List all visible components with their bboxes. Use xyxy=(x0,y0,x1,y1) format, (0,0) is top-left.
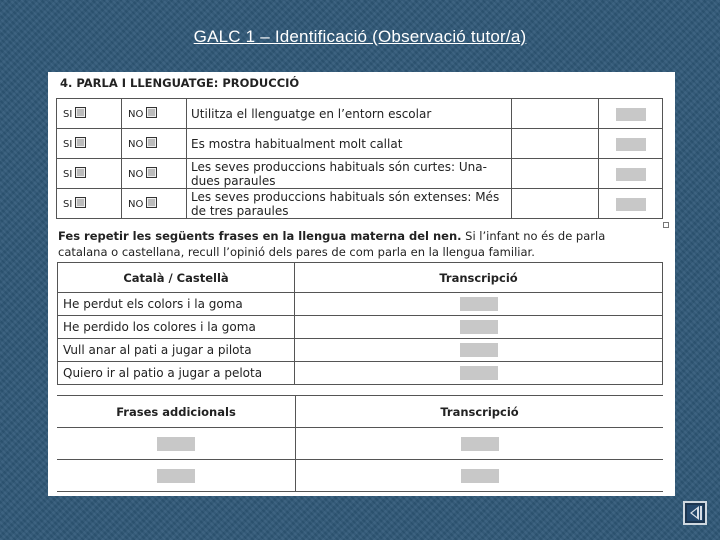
checklist-text: Les seves produccions habituals són curtes: Una-dues paraules xyxy=(187,159,512,189)
notes-cell[interactable] xyxy=(512,99,599,129)
table-resize-handle xyxy=(663,222,669,228)
yes-checkbox[interactable] xyxy=(75,107,86,118)
table-row xyxy=(58,316,663,339)
checklist-row xyxy=(57,129,663,159)
checklist-row xyxy=(57,159,663,189)
yes-label: SI xyxy=(63,109,73,120)
phrases-table xyxy=(57,262,663,385)
transcription-field[interactable] xyxy=(460,320,498,334)
phrase-cell: He perdido los colores i la goma xyxy=(58,316,295,339)
notes-cell[interactable] xyxy=(512,189,599,219)
table-row xyxy=(57,460,663,492)
header-transcription: Transcripció xyxy=(296,396,664,428)
phrase-cell: He perdut els colors i la goma xyxy=(58,293,295,316)
checklist-text: Es mostra habitualment molt callat xyxy=(187,129,512,159)
checklist-text: Les seves produccions habituals són extenses: Més de tres paraules xyxy=(187,189,512,219)
answer-field[interactable] xyxy=(616,108,646,121)
table-row xyxy=(58,362,663,385)
no-checkbox[interactable] xyxy=(146,137,157,148)
yes-label: SI xyxy=(63,199,73,210)
additional-header-row xyxy=(57,396,663,428)
transcription-field[interactable] xyxy=(460,343,498,357)
slide-title: GALC 1 – Identificació (Observació tutor/a) xyxy=(193,27,527,46)
yes-checkbox[interactable] xyxy=(75,167,86,178)
checklist-row xyxy=(57,189,663,219)
answer-field[interactable] xyxy=(616,168,646,181)
additional-phrase-field[interactable] xyxy=(157,469,195,483)
answer-field[interactable] xyxy=(616,198,646,211)
section-title: 4. PARLA I LLENGUATGE: PRODUCCIÓ xyxy=(60,76,300,90)
table-row xyxy=(57,428,663,460)
notes-cell[interactable] xyxy=(512,159,599,189)
instructions xyxy=(58,228,618,260)
yes-checkbox[interactable] xyxy=(75,197,86,208)
instructions-text: Si l’infant no és de parla catalana o castellana, recull l’opinió dels pares de com parla en la llengua familiar. xyxy=(58,229,606,259)
no-label: NO xyxy=(128,169,144,180)
notes-cell[interactable] xyxy=(512,129,599,159)
phrase-cell: Vull anar al pati a jugar a pilota xyxy=(58,339,295,362)
transcription-field[interactable] xyxy=(461,469,499,483)
no-label: NO xyxy=(128,139,144,150)
transcription-field[interactable] xyxy=(461,437,499,451)
yes-label: SI xyxy=(63,139,73,150)
table-row xyxy=(58,293,663,316)
no-checkbox[interactable] xyxy=(146,107,157,118)
additional-phrase-field[interactable] xyxy=(157,437,195,451)
instructions-bold: Fes repetir les següents frases en la llengua materna del nen. xyxy=(58,229,462,243)
checklist-row xyxy=(57,99,663,129)
form-sheet xyxy=(48,72,675,496)
header-additional-phrases: Frases addicionals xyxy=(57,396,296,428)
header-transcription: Transcripció xyxy=(295,263,663,293)
no-checkbox[interactable] xyxy=(146,197,157,208)
phrase-cell: Quiero ir al patio a jugar a pelota xyxy=(58,362,295,385)
yes-label: SI xyxy=(63,169,73,180)
transcription-field[interactable] xyxy=(460,366,498,380)
phrases-header-row xyxy=(58,263,663,293)
no-checkbox[interactable] xyxy=(146,167,157,178)
observation-checklist xyxy=(56,98,663,219)
back-arrow-icon xyxy=(685,503,705,523)
header-language: Català / Castellà xyxy=(58,263,295,293)
back-button[interactable] xyxy=(683,501,707,525)
table-row xyxy=(58,339,663,362)
checklist-text: Utilitza el llenguatge en l’entorn escolar xyxy=(187,99,512,129)
additional-phrases-table xyxy=(57,395,663,492)
no-label: NO xyxy=(128,199,144,210)
yes-checkbox[interactable] xyxy=(75,137,86,148)
no-label: NO xyxy=(128,109,144,120)
answer-field[interactable] xyxy=(616,138,646,151)
transcription-field[interactable] xyxy=(460,297,498,311)
